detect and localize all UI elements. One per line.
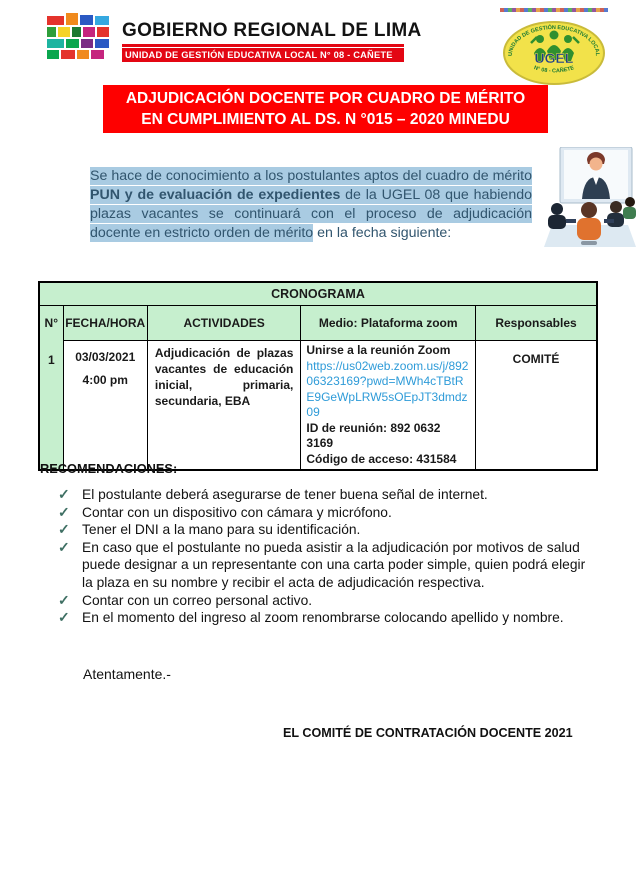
medio-cell — [301, 341, 476, 471]
title-banner — [103, 85, 548, 133]
table-title: CRONOGRAMA — [39, 282, 597, 306]
org-subtitle: UNIDAD DE GESTIÓN EDUCATIVA LOCAL N° 08 - CAÑETE — [122, 48, 404, 62]
seal-microtext-strip — [500, 8, 608, 12]
zoom-access-code: Código de acceso: 431584 — [306, 451, 457, 466]
check-icon: ✓ — [58, 504, 70, 520]
table-header-row — [39, 306, 597, 341]
zoom-meeting-id: ID de reunión: 892 0632 3169 — [306, 420, 441, 450]
videoconference-illustration — [544, 147, 636, 251]
zoom-join-label: Unirse a la reunión Zoom — [306, 343, 451, 357]
gobierno-regional-lima-logo — [45, 12, 115, 64]
check-icon: ✓ — [58, 487, 70, 502]
col-header-medio: Medio: Plataforma zoom — [301, 306, 476, 341]
banner-line1: ADJUDICACIÓN DOCENTE POR CUADRO DE MÉRITO — [125, 90, 526, 107]
responsables-cell: COMITÉ — [476, 341, 598, 471]
ugel-seal-block — [498, 8, 610, 90]
org-name: GOBIERNO REGIONAL DE LIMA — [122, 20, 422, 41]
intro-bold-segment: PUN y de evaluación de expedientes — [90, 187, 341, 204]
intro-paragraph — [90, 167, 532, 243]
col-header-responsables: Responsables — [476, 306, 598, 341]
check-icon: ✓ — [58, 610, 70, 626]
laptop — [604, 219, 614, 223]
fecha-hora-cell — [63, 341, 147, 471]
list-item: ✓ Tener el DNI a la mano para su identificación. — [58, 522, 361, 538]
salutation: Atentamente.- — [83, 666, 171, 682]
highlighted-text: Se hace de conocimiento a los postulantes aptos del cuadro de mérito PUN y de evaluación de expedientes de la UGEL 08 que habiendo plazas vacantes se continuará con el proceso de adjudicación docente en estricto orden de mérito — [90, 168, 532, 242]
check-icon: ✓ — [58, 539, 70, 555]
banner-line2: EN CUMPLIMIENTO AL DS. N °015 – 2020 MINEDU — [141, 111, 510, 128]
intro-plain-tail: en la fecha siguiente: — [313, 225, 452, 242]
laptop — [566, 219, 576, 223]
list-item: ✓ En caso que el postulante no pueda asistir a la adjudicación por motivos de salud puede designar a un representante con una carta poder simple, quien podrá elegir la plaza en su nombre y recibir el acta de adjudicación respectiva. — [58, 539, 586, 590]
zoom-meeting-link[interactable]: https://us02web.zoom.us/j/89206323169?pwd=MWh4cTBtRE9GeWpLRW5sOEpJT3dmdz09 — [306, 358, 469, 419]
list-item: ✓ Contar con un correo personal activo. — [58, 592, 313, 608]
col-header-fecha: FECHA/HORA — [63, 306, 147, 341]
hora: 4:00 pm — [82, 373, 128, 387]
logo-mosaic — [47, 13, 109, 59]
table-row — [39, 341, 597, 471]
col-header-num: N° — [39, 306, 63, 341]
cronograma-table — [38, 281, 598, 471]
seal-bottom-arc-text: N° 08 - CAÑETE — [532, 65, 576, 75]
recommendations-title: RECOMENDACIONES: — [40, 461, 178, 476]
check-icon: ✓ — [58, 522, 70, 538]
seal-top-arc-text: UNIDAD DE GESTIÓN EDUCATIVA LOCAL — [507, 24, 601, 57]
table-title-row — [39, 282, 597, 306]
org-rule-divider — [122, 44, 404, 47]
seal-ugel-text: UGEL — [534, 50, 574, 66]
header-text-block — [122, 20, 422, 62]
list-item: ✓ El postulante deberá asegurarse de tener buena señal de internet. — [58, 487, 488, 502]
actividades-cell: Adjudicación de plazas vacantes de educación inicial, primaria, secundaria, EBA — [147, 341, 301, 471]
list-item: ✓ Contar con un dispositivo con cámara y micrófono. — [58, 504, 392, 520]
fecha: 03/03/2021 — [75, 350, 136, 364]
recommendations-list — [58, 486, 598, 627]
check-icon: ✓ — [58, 592, 70, 608]
list-item: ✓ En el momento del ingreso al zoom renombrarse colocando apellido y nombre. — [58, 610, 564, 626]
row-number: 1 — [39, 341, 63, 471]
col-header-actividades: ACTIVIDADES — [147, 306, 301, 341]
committee-signature: EL COMITÉ DE CONTRATACIÓN DOCENTE 2021 — [283, 726, 573, 740]
ugel-seal — [498, 13, 610, 85]
